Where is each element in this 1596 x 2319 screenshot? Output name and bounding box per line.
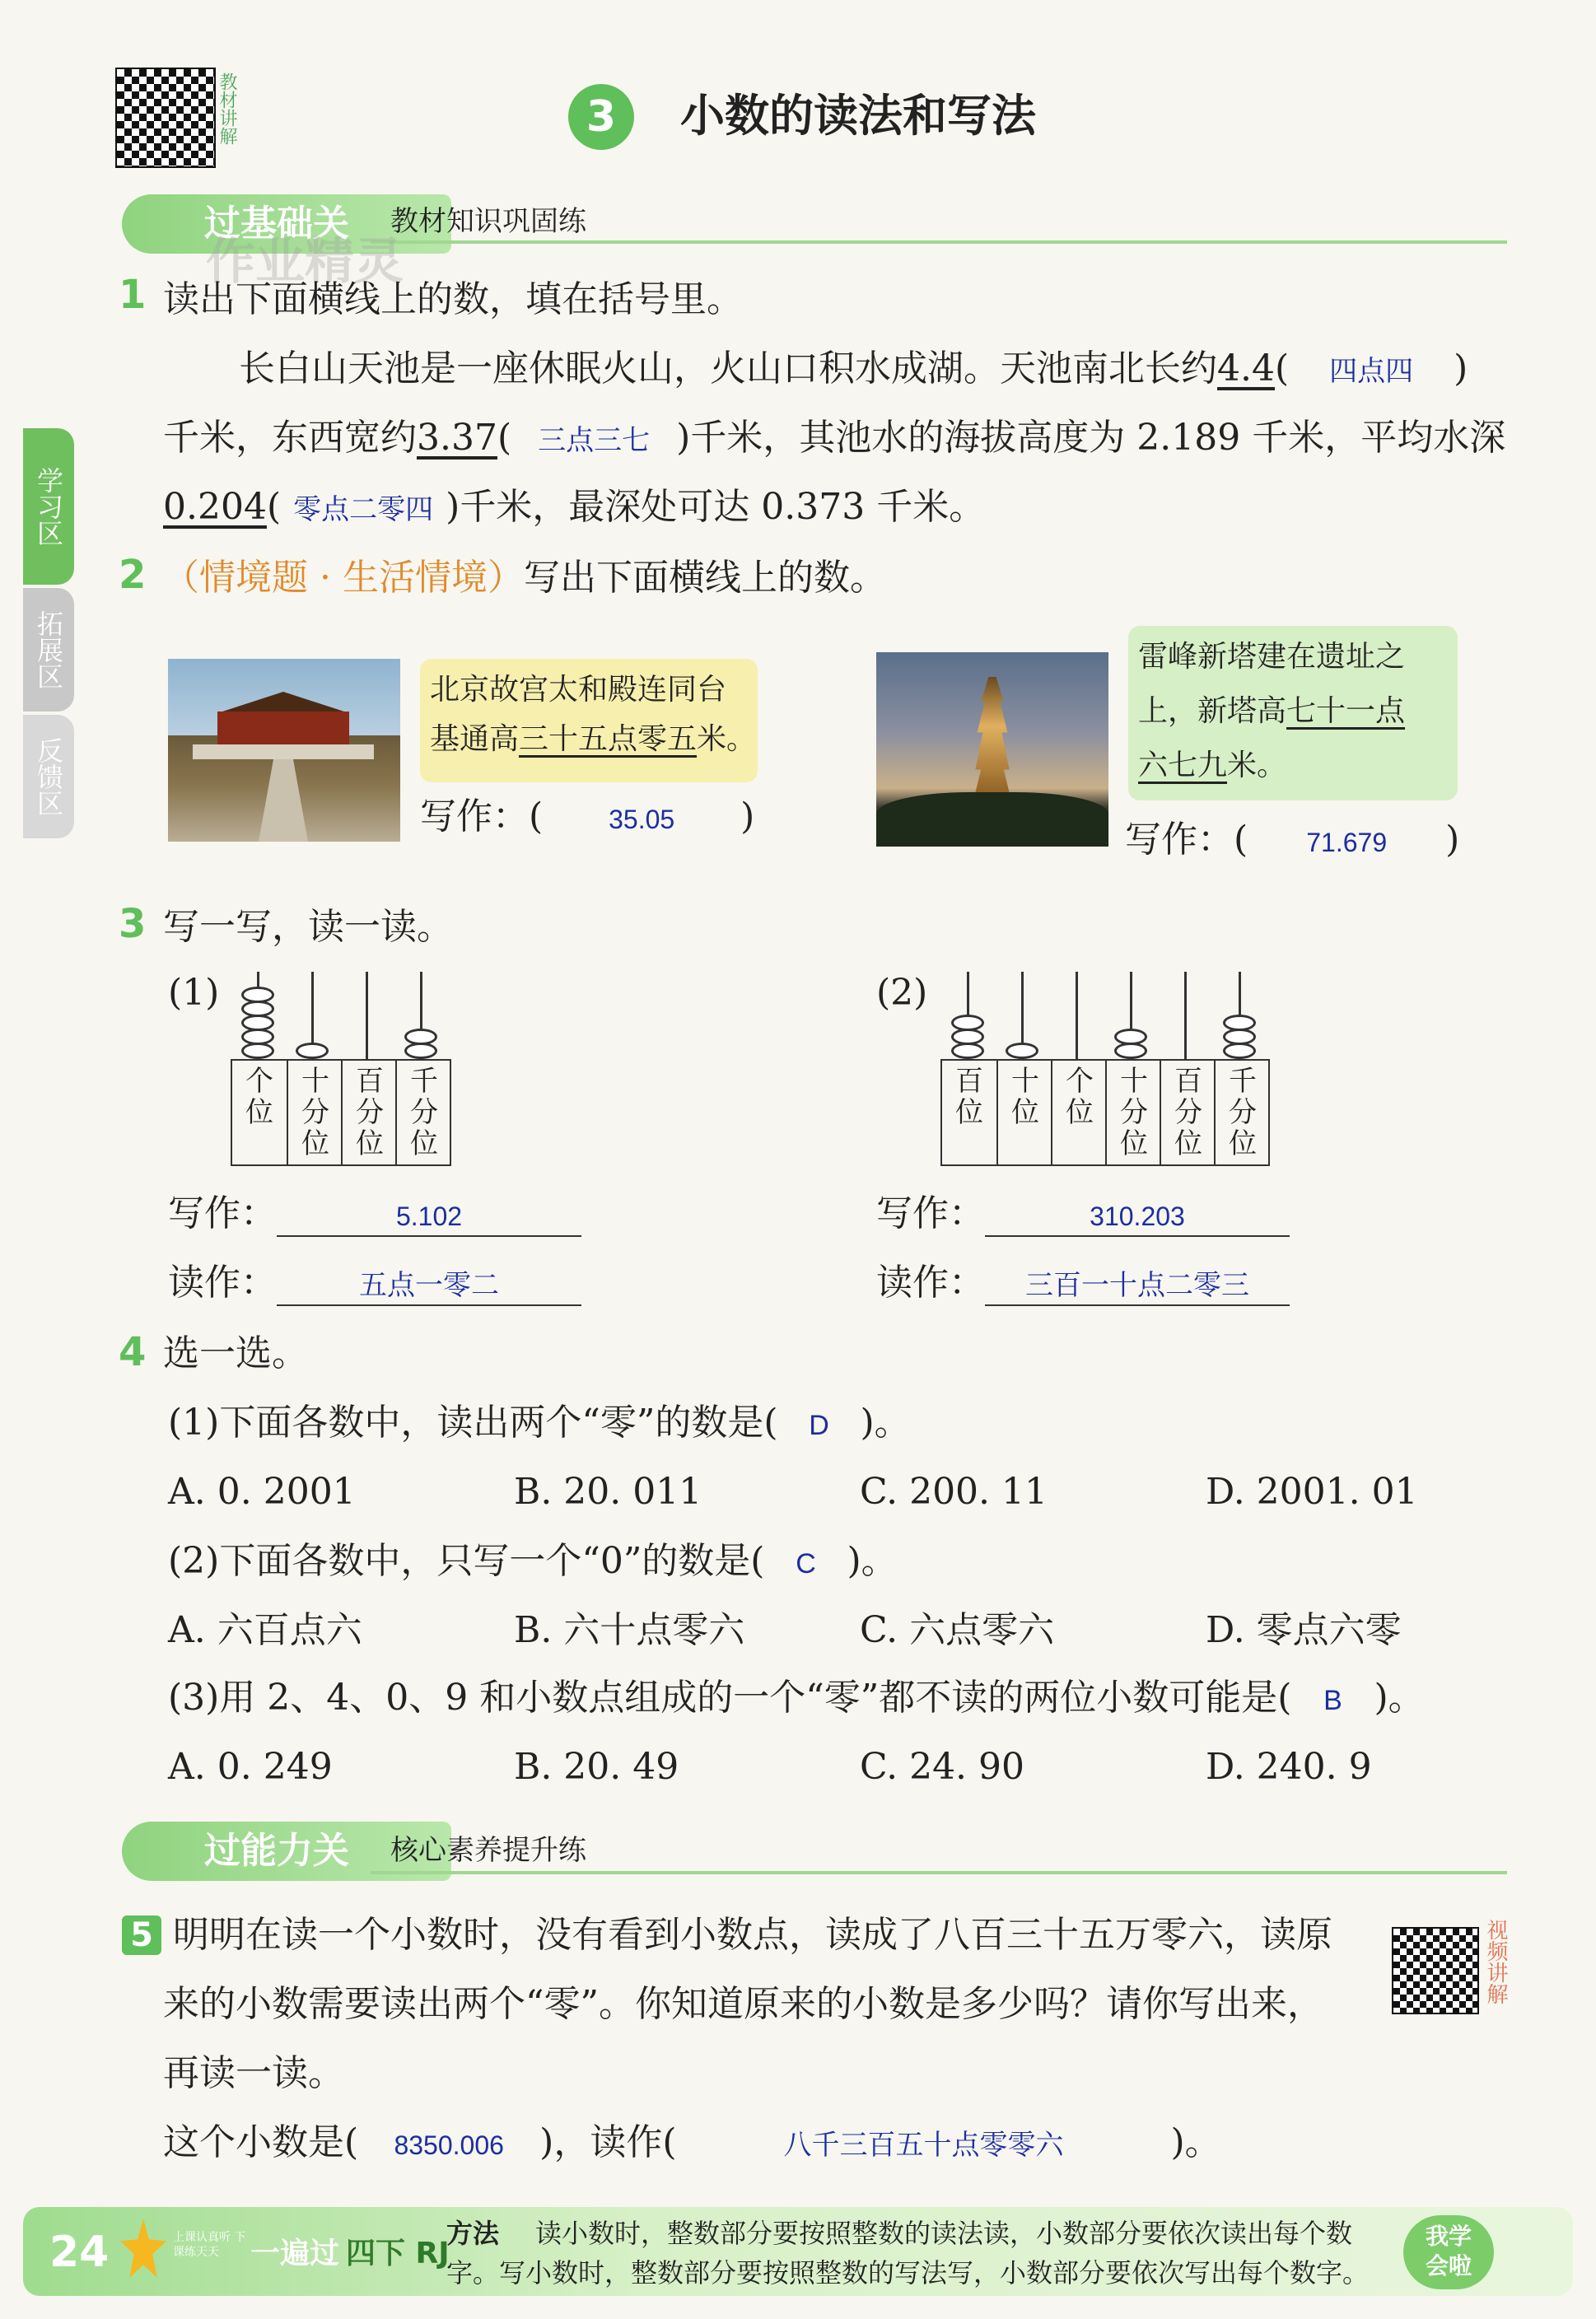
q4-option-1b[interactable]: B. 20. 011 xyxy=(514,1471,702,1513)
abacus-2-bead xyxy=(951,1015,984,1031)
q1-line1-text: 长白山天池是一座休眠火山，火山口积水成湖。天池南北长约 xyxy=(239,348,1217,390)
q4-stem-2-text: (2)下面各数中，只写一个“0”的数是( xyxy=(168,1540,765,1582)
q4-stem-3 xyxy=(168,1673,1425,1725)
abacus-1-bead xyxy=(404,1043,437,1059)
abacus-2-rod-2 xyxy=(1076,972,1078,1059)
section-divider-2 xyxy=(371,1871,1507,1874)
q5-answer-reading[interactable]: 八千三百五十点零零六 xyxy=(783,2130,1064,2161)
q5-line-4 xyxy=(163,2118,1221,2170)
tab-study-zone[interactable]: 学习区 xyxy=(23,428,74,585)
abacus-1-bead xyxy=(241,1029,274,1045)
q1-line2: 千米，东西宽约3.37( 三点三七 )千米，其池水的海拔高度为 2.189 千米，平均水深 xyxy=(163,413,1505,465)
q2-left-text-1: 北京故宫太和殿连同台 xyxy=(430,673,727,707)
abacus-1-bead xyxy=(241,1043,274,1059)
q4-option-1a[interactable]: A. 0. 2001 xyxy=(168,1471,356,1513)
section-subtitle-basic: 教材知识巩固练 xyxy=(390,205,586,238)
qr-side-label: 教材讲解 xyxy=(217,72,237,145)
q1-line3-tail: 千米，最深处可达 0.373 千米。 xyxy=(460,486,986,528)
qr-video-label: 视频讲解 xyxy=(1483,1919,1508,2004)
page-title: 小数的读法和写法 xyxy=(680,90,1036,142)
abacus-2-place-value-table xyxy=(940,1059,1270,1166)
q3-part2-write-answer[interactable]: 310.203 xyxy=(985,1197,1290,1237)
q1-line3: 0.204( 零点二零四 )千米，最深处可达 0.373 千米。 xyxy=(163,483,985,534)
question-number-5-badge xyxy=(122,1915,161,1955)
abacus-2-bead xyxy=(1223,1029,1256,1045)
q1-line2-tail: 千米，其池水的海拔高度为 2.189 千米，平均水深 xyxy=(690,417,1506,459)
method-label: 方法 xyxy=(446,2218,500,2249)
abacus-2-bead xyxy=(951,1043,984,1059)
q4-answer-1[interactable]: D xyxy=(809,1410,829,1441)
q3-part1-write xyxy=(168,1189,581,1239)
abacus-1-column-3: 千 分 位 xyxy=(395,1061,451,1164)
q2-right-text-2a: 上，新塔高 xyxy=(1138,694,1287,728)
q4-stem-2-end: )。 xyxy=(847,1540,898,1582)
q3-part1-read-label: 读作： xyxy=(168,1262,277,1304)
learned-badge-text: 我学会啦 xyxy=(1425,2223,1472,2279)
q5-line-1: 明明在读一个小数时，没有看到小数点，读成了八百三十五万零六，读原 xyxy=(173,1914,1332,1956)
q3-part2-read-answer[interactable]: 三百一十点二零三 xyxy=(985,1267,1290,1306)
q3-part2-read-label: 读作： xyxy=(876,1262,985,1304)
q2-left-close-paren: ) xyxy=(740,796,755,838)
abacus-2 xyxy=(940,972,1267,1166)
q2-tag: （情境题 · 生活情境） xyxy=(163,557,524,599)
q1-line1: 长白山天池是一座休眠火山，火山口积水成湖。天池南北长约4.4( 四点四 ) xyxy=(239,344,1468,396)
q3-part1-label: (1) xyxy=(168,972,220,1014)
page-number: 24 xyxy=(49,2228,110,2277)
q2-left-write xyxy=(420,792,754,844)
question-number-3: 3 xyxy=(119,901,147,947)
q4-option-2a[interactable]: A. 六百点六 xyxy=(168,1609,362,1651)
q4-stem-1-end: )。 xyxy=(860,1402,911,1444)
watermark: 作业精灵 xyxy=(206,233,404,291)
abacus-1-bead xyxy=(241,1015,274,1031)
photo-leifeng-pagoda xyxy=(876,652,1108,847)
q2-left-text-2b: 米。 xyxy=(697,722,757,756)
brand-slogan: 上课认真听 下课练天天 xyxy=(173,2231,246,2259)
abacus-2-bead xyxy=(1223,1043,1256,1059)
q2-right-number-words-2: 六七九 xyxy=(1138,749,1228,782)
q3-part2-label: (2) xyxy=(876,972,928,1014)
q2-left-answer[interactable]: 35.05 xyxy=(609,805,675,834)
q2-right-text-3 xyxy=(1138,741,1286,791)
q1-answer-2[interactable]: 三点三七 xyxy=(538,425,651,456)
q2-right-text-3b: 米。 xyxy=(1227,749,1287,782)
question-number-4: 4 xyxy=(119,1329,147,1375)
q2-prompt xyxy=(163,553,886,603)
q3-part1-write-answer[interactable]: 5.102 xyxy=(277,1197,581,1237)
q2-right-write-label: 写作：( xyxy=(1125,819,1248,861)
learned-badge[interactable] xyxy=(1403,2215,1494,2289)
q2-prompt-text: 写出下面横线上的数。 xyxy=(523,557,886,599)
qr-code-video[interactable] xyxy=(1392,1927,1479,2014)
q1-prompt: 读出下面横线上的数，填在括号里。 xyxy=(163,278,743,320)
abacus-1-bead xyxy=(296,1043,329,1059)
q5-line-4b: )，读作( xyxy=(539,2121,677,2163)
qr-code[interactable] xyxy=(115,68,216,168)
section-divider xyxy=(371,240,1507,244)
q4-stem-1-text: (1)下面各数中，读出两个“零”的数是( xyxy=(168,1402,778,1444)
q5-line-2: 来的小数需要读出两个“零”。你知道原来的小数是多少吗？请你写出来， xyxy=(163,1983,1323,2025)
q2-right-text-1: 雷峰新塔建在遗址之 xyxy=(1138,640,1406,674)
q4-stem-3-text: (3)用 2、4、0、9 和小数点组成的一个“零”都不读的两位小数可能是( xyxy=(168,1677,1292,1719)
q2-right-text-2 xyxy=(1138,687,1405,736)
abacus-1-column-1: 十 分 位 xyxy=(287,1061,343,1164)
brand-name-text: 一遍过 xyxy=(250,2237,340,2270)
q3-part2-write-label: 写作： xyxy=(876,1192,985,1234)
abacus-2-column-5: 千 分 位 xyxy=(1214,1061,1270,1164)
q1-line2-text: 千米，东西宽约 xyxy=(163,417,417,459)
q2-right-answer[interactable]: 71.679 xyxy=(1306,828,1388,857)
section-banner-label: 过基础关 xyxy=(204,203,349,245)
q4-option-3d[interactable]: D. 240. 9 xyxy=(1206,1746,1372,1788)
q3-part1-read xyxy=(168,1258,581,1308)
question-number-5: 5 xyxy=(130,1916,153,1954)
lesson-number: 3 xyxy=(586,92,617,142)
q4-answer-3[interactable]: B xyxy=(1323,1685,1342,1716)
q4-stem-3-end: )。 xyxy=(1374,1677,1425,1719)
q1-answer-1[interactable]: 四点四 xyxy=(1329,356,1414,387)
section-banner-label-2: 过能力关 xyxy=(204,1830,349,1872)
method-text-2: 字。写小数时，整数部分要按照整数的写法写，小数部分要依次写出每个数字。 xyxy=(446,2257,1370,2289)
q3-part1-read-answer[interactable]: 五点一零二 xyxy=(277,1267,581,1306)
q1-answer-3[interactable]: 零点二零四 xyxy=(293,494,434,525)
brand-name xyxy=(250,2233,450,2275)
q5-answer-number[interactable]: 8350.006 xyxy=(394,2130,504,2160)
abacus-1-place-value-table xyxy=(231,1059,451,1166)
q4-option-2b[interactable]: B. 六十点零六 xyxy=(514,1609,745,1651)
q2-left-text-2a: 基通高 xyxy=(430,722,520,756)
abacus-2-column-1: 十 位 xyxy=(996,1061,1052,1164)
grade-label: 四下 RJ xyxy=(346,2237,450,2270)
q4-prompt: 选一选。 xyxy=(163,1332,308,1374)
abacus-2-bead xyxy=(1114,1029,1147,1045)
q4-option-3c[interactable]: C. 24. 90 xyxy=(860,1746,1025,1788)
abacus-2-bead xyxy=(1006,1043,1038,1059)
section-subtitle-ability: 核心素养提升练 xyxy=(390,1834,586,1867)
q2-right-write xyxy=(1125,815,1459,867)
method-text-1: 读小数时，整数部分要按照整数的读法读，小数部分要依次读出每个数 xyxy=(535,2218,1353,2249)
q4-stem-2 xyxy=(168,1537,898,1589)
q5-line-4c: )。 xyxy=(1170,2121,1221,2163)
tab-extend-zone[interactable]: 拓展区 xyxy=(23,588,74,712)
q3-prompt: 写一写，读一读。 xyxy=(163,906,453,948)
abacus-2-column-4: 百 分 位 xyxy=(1160,1061,1216,1164)
q1-number-3: 0.204 xyxy=(163,486,267,528)
q4-stem-1 xyxy=(168,1398,911,1450)
tab-feedback-zone[interactable]: 反馈区 xyxy=(23,715,74,838)
q3-part2-write xyxy=(876,1189,1290,1239)
photo-taihe-palace xyxy=(168,659,400,842)
abacus-1-bead xyxy=(241,987,274,1003)
abacus-2-column-3: 十 分 位 xyxy=(1105,1061,1161,1164)
q2-left-write-label: 写作：( xyxy=(420,796,544,838)
q2-right-number-words-1: 七十一点 xyxy=(1286,694,1406,728)
q2-left-text-2 xyxy=(430,715,756,764)
q5-line-4a: 这个小数是( xyxy=(163,2121,359,2163)
abacus-1-bead xyxy=(241,1001,274,1017)
lesson-number-badge xyxy=(568,84,634,150)
q4-option-3b[interactable]: B. 20. 49 xyxy=(514,1746,679,1788)
q4-answer-2[interactable]: C xyxy=(796,1548,816,1579)
q3-part1-write-label: 写作： xyxy=(168,1192,277,1234)
abacus-2-column-2: 个 位 xyxy=(1051,1061,1107,1164)
q1-number-2: 3.37 xyxy=(417,417,497,459)
abacus-2-bead xyxy=(951,1029,984,1045)
q2-right-close-paren: ) xyxy=(1445,819,1460,861)
q5-line-3: 再读一读。 xyxy=(163,2052,344,2094)
q1-number-1: 4.4 xyxy=(1217,348,1275,390)
q4-option-2c[interactable]: C. 六点零六 xyxy=(860,1609,1055,1651)
q3-part2-read xyxy=(876,1258,1290,1308)
question-number-2: 2 xyxy=(119,552,147,598)
abacus-2-rod-4 xyxy=(1184,972,1187,1059)
question-number-1: 1 xyxy=(119,272,147,318)
abacus-2-bead xyxy=(1223,1015,1256,1031)
abacus-2-column-0: 百 位 xyxy=(955,1065,983,1129)
q4-option-2d[interactable]: D. 零点六零 xyxy=(1206,1609,1402,1651)
q4-option-1d[interactable]: D. 2001. 01 xyxy=(1206,1471,1418,1513)
q2-left-number-words: 三十五点零五 xyxy=(519,722,698,756)
abacus-2-bead xyxy=(1114,1043,1147,1059)
q4-option-1c[interactable]: C. 200. 11 xyxy=(860,1471,1048,1513)
abacus-1-column-2: 百 分 位 xyxy=(341,1061,397,1164)
abacus-1-bead xyxy=(404,1029,437,1045)
abacus-1-rod-2 xyxy=(366,972,368,1059)
abacus-1 xyxy=(231,972,450,1166)
q4-option-3a[interactable]: A. 0. 249 xyxy=(168,1746,333,1788)
abacus-1-column-0: 个 位 xyxy=(245,1065,273,1129)
